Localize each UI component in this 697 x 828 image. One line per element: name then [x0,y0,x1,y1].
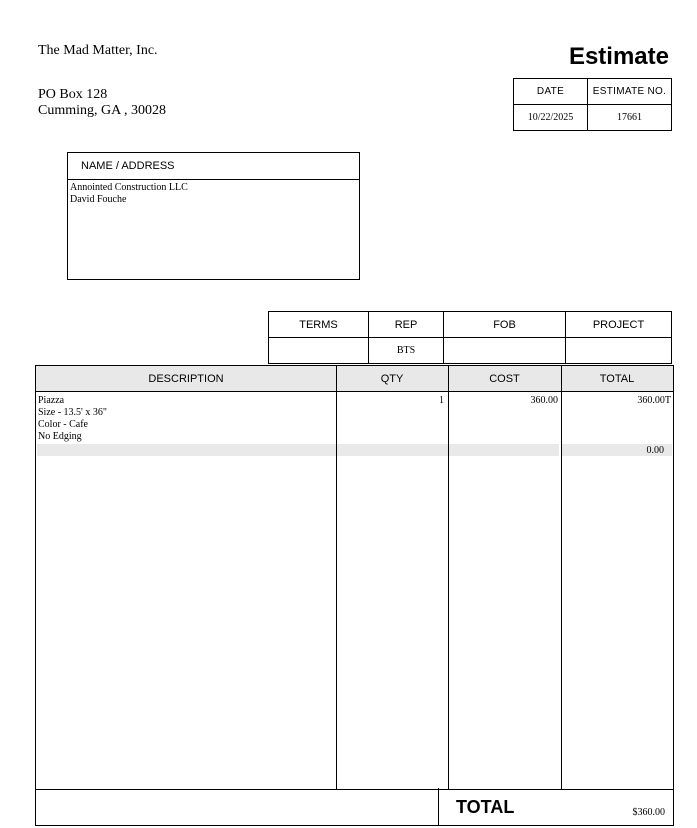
company-name: The Mad Matter, Inc. [38,43,158,58]
company-address-line2: Cumming, GA , 30028 [38,103,166,118]
total-label: TOTAL [456,797,515,817]
line-items-header [36,366,673,392]
item-color: Color - Cafe [38,419,88,430]
item-edging: No Edging [38,431,82,442]
estimate-number-value: 17661 [588,105,672,131]
item-total: 360.00T [637,395,671,406]
terms-header: TERMS [269,312,369,338]
name-address-content [68,180,359,206]
totals-footer [35,788,674,826]
fob-header: FOB [444,312,566,338]
subtotal-row-total: 0.00 [646,445,664,456]
company-address [38,87,166,119]
footer-divider [438,788,439,825]
cost-header: COST [489,373,520,385]
rep-value: BTS [369,338,444,364]
name-address-header: NAME / ADDRESS [68,153,359,180]
document-title: Estimate [568,43,669,70]
item-cost: 360.00 [530,395,558,406]
estimate-meta-table [513,78,672,131]
column-divider [561,366,562,789]
customer-company: Annointed Construction LLC [70,182,188,193]
line-items-table [35,365,674,790]
item-name: Piazza [38,395,65,406]
total-header: TOTAL [599,373,635,385]
project-header: PROJECT [566,312,672,338]
project-value [566,338,672,364]
rep-header: REP [369,312,444,338]
column-divider [336,366,337,789]
customer-contact: David Fouche [70,194,127,205]
subtotal-row-shade [37,444,559,456]
date-header: DATE [514,79,588,105]
terms-value [269,338,369,364]
fob-value [444,338,566,364]
item-qty: 1 [439,395,444,406]
item-description [38,395,107,443]
date-value: 10/22/2025 [514,105,588,131]
item-size: Size - 13.5' x 36" [38,407,107,418]
terms-table [268,311,672,364]
column-divider [448,366,449,789]
name-address-box [67,152,360,280]
qty-header: QTY [380,373,404,385]
company-address-line1: PO Box 128 [38,87,108,102]
description-header: DESCRIPTION [148,373,224,385]
estimate-number-header: ESTIMATE NO. [588,79,672,105]
total-value: $360.00 [632,807,665,818]
